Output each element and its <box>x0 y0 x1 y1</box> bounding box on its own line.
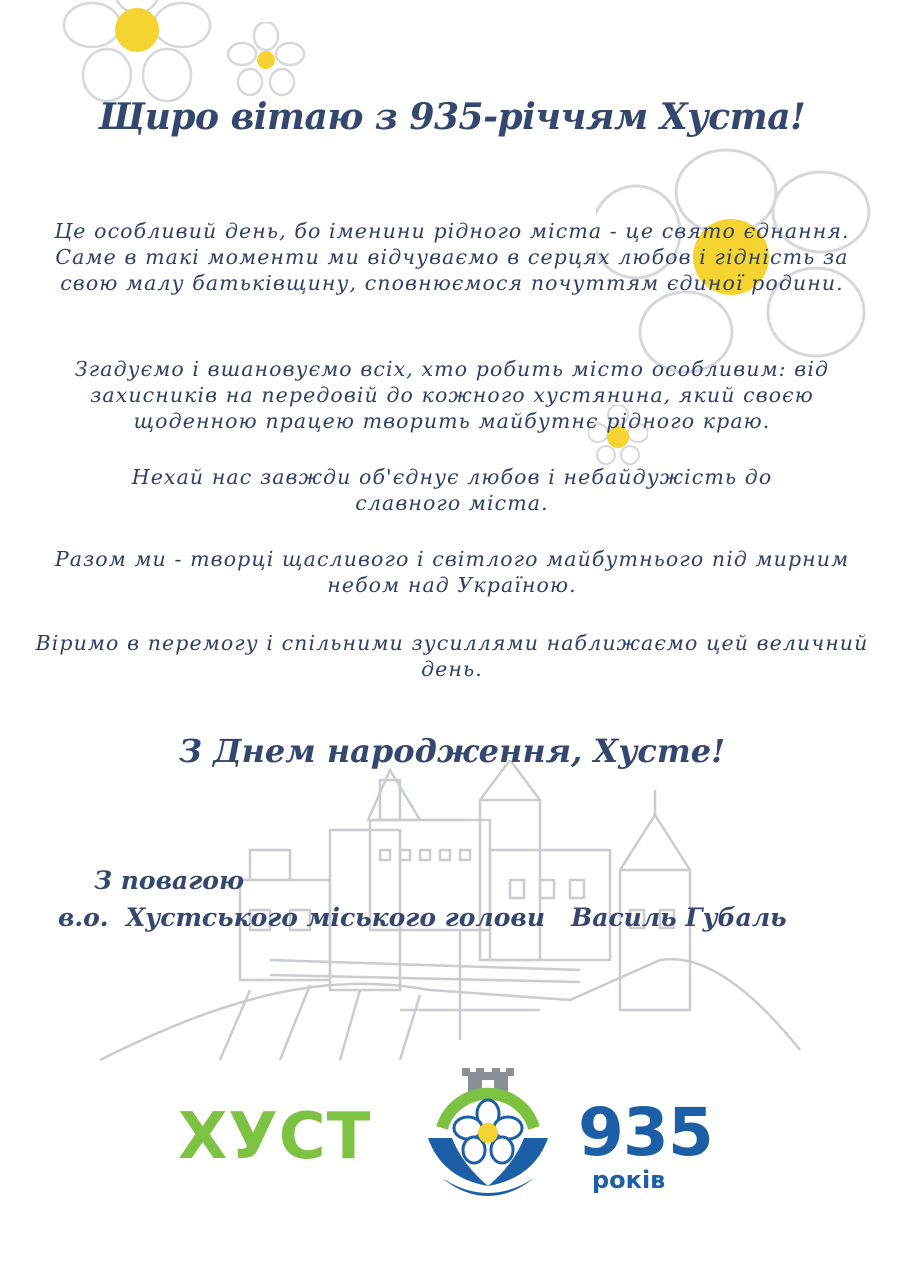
logo-number: 935 <box>578 1094 713 1171</box>
signature-greeting: З повагою <box>94 866 244 895</box>
signature-name: Василь Губаль <box>571 903 787 932</box>
greeting-paragraph-4: Разом ми - творці щасливого і світлого майбутнього під мирним небом над Україною. <box>54 547 850 597</box>
khust-emblem <box>422 1068 554 1202</box>
greeting-paragraph-5: Віримо в перемогу і спільними зусиллями наближаємо цей величний день. <box>35 631 869 681</box>
birthday-line: З Днем народження, Хусте! <box>178 732 726 770</box>
logo-city-text: ХУСТ <box>178 1100 372 1174</box>
greeting-paragraph-1: Це особливий день, бо іменини рідного міста - це свято єднання. Саме в такі моменти ми відчуваємо в серцях любов і гідність за свою малу батьківщину, сповнюємося почуттям єдиної родини. <box>54 219 850 295</box>
signature-position: в.о. Хустського міського голови <box>58 903 545 932</box>
daisy-icon-small-top <box>226 22 306 102</box>
signature-line <box>58 903 787 932</box>
greeting-paragraph-3: Нехай нас завжди об'єднує любов і небайдужість до славного міста. <box>131 465 773 515</box>
daisy-icon-large-top <box>62 0 212 110</box>
logo-years: років <box>592 1166 666 1194</box>
greeting-paragraph-2: Згадуємо і вшановуємо всіх, хто робить місто особливим: від захисників на передовій до кожного хустянина, який своєю щоденною працею творить майбутнє рідного краю. <box>74 357 830 433</box>
page-title: Щиро вітаю з 935-річчям Хуста! <box>98 96 806 138</box>
